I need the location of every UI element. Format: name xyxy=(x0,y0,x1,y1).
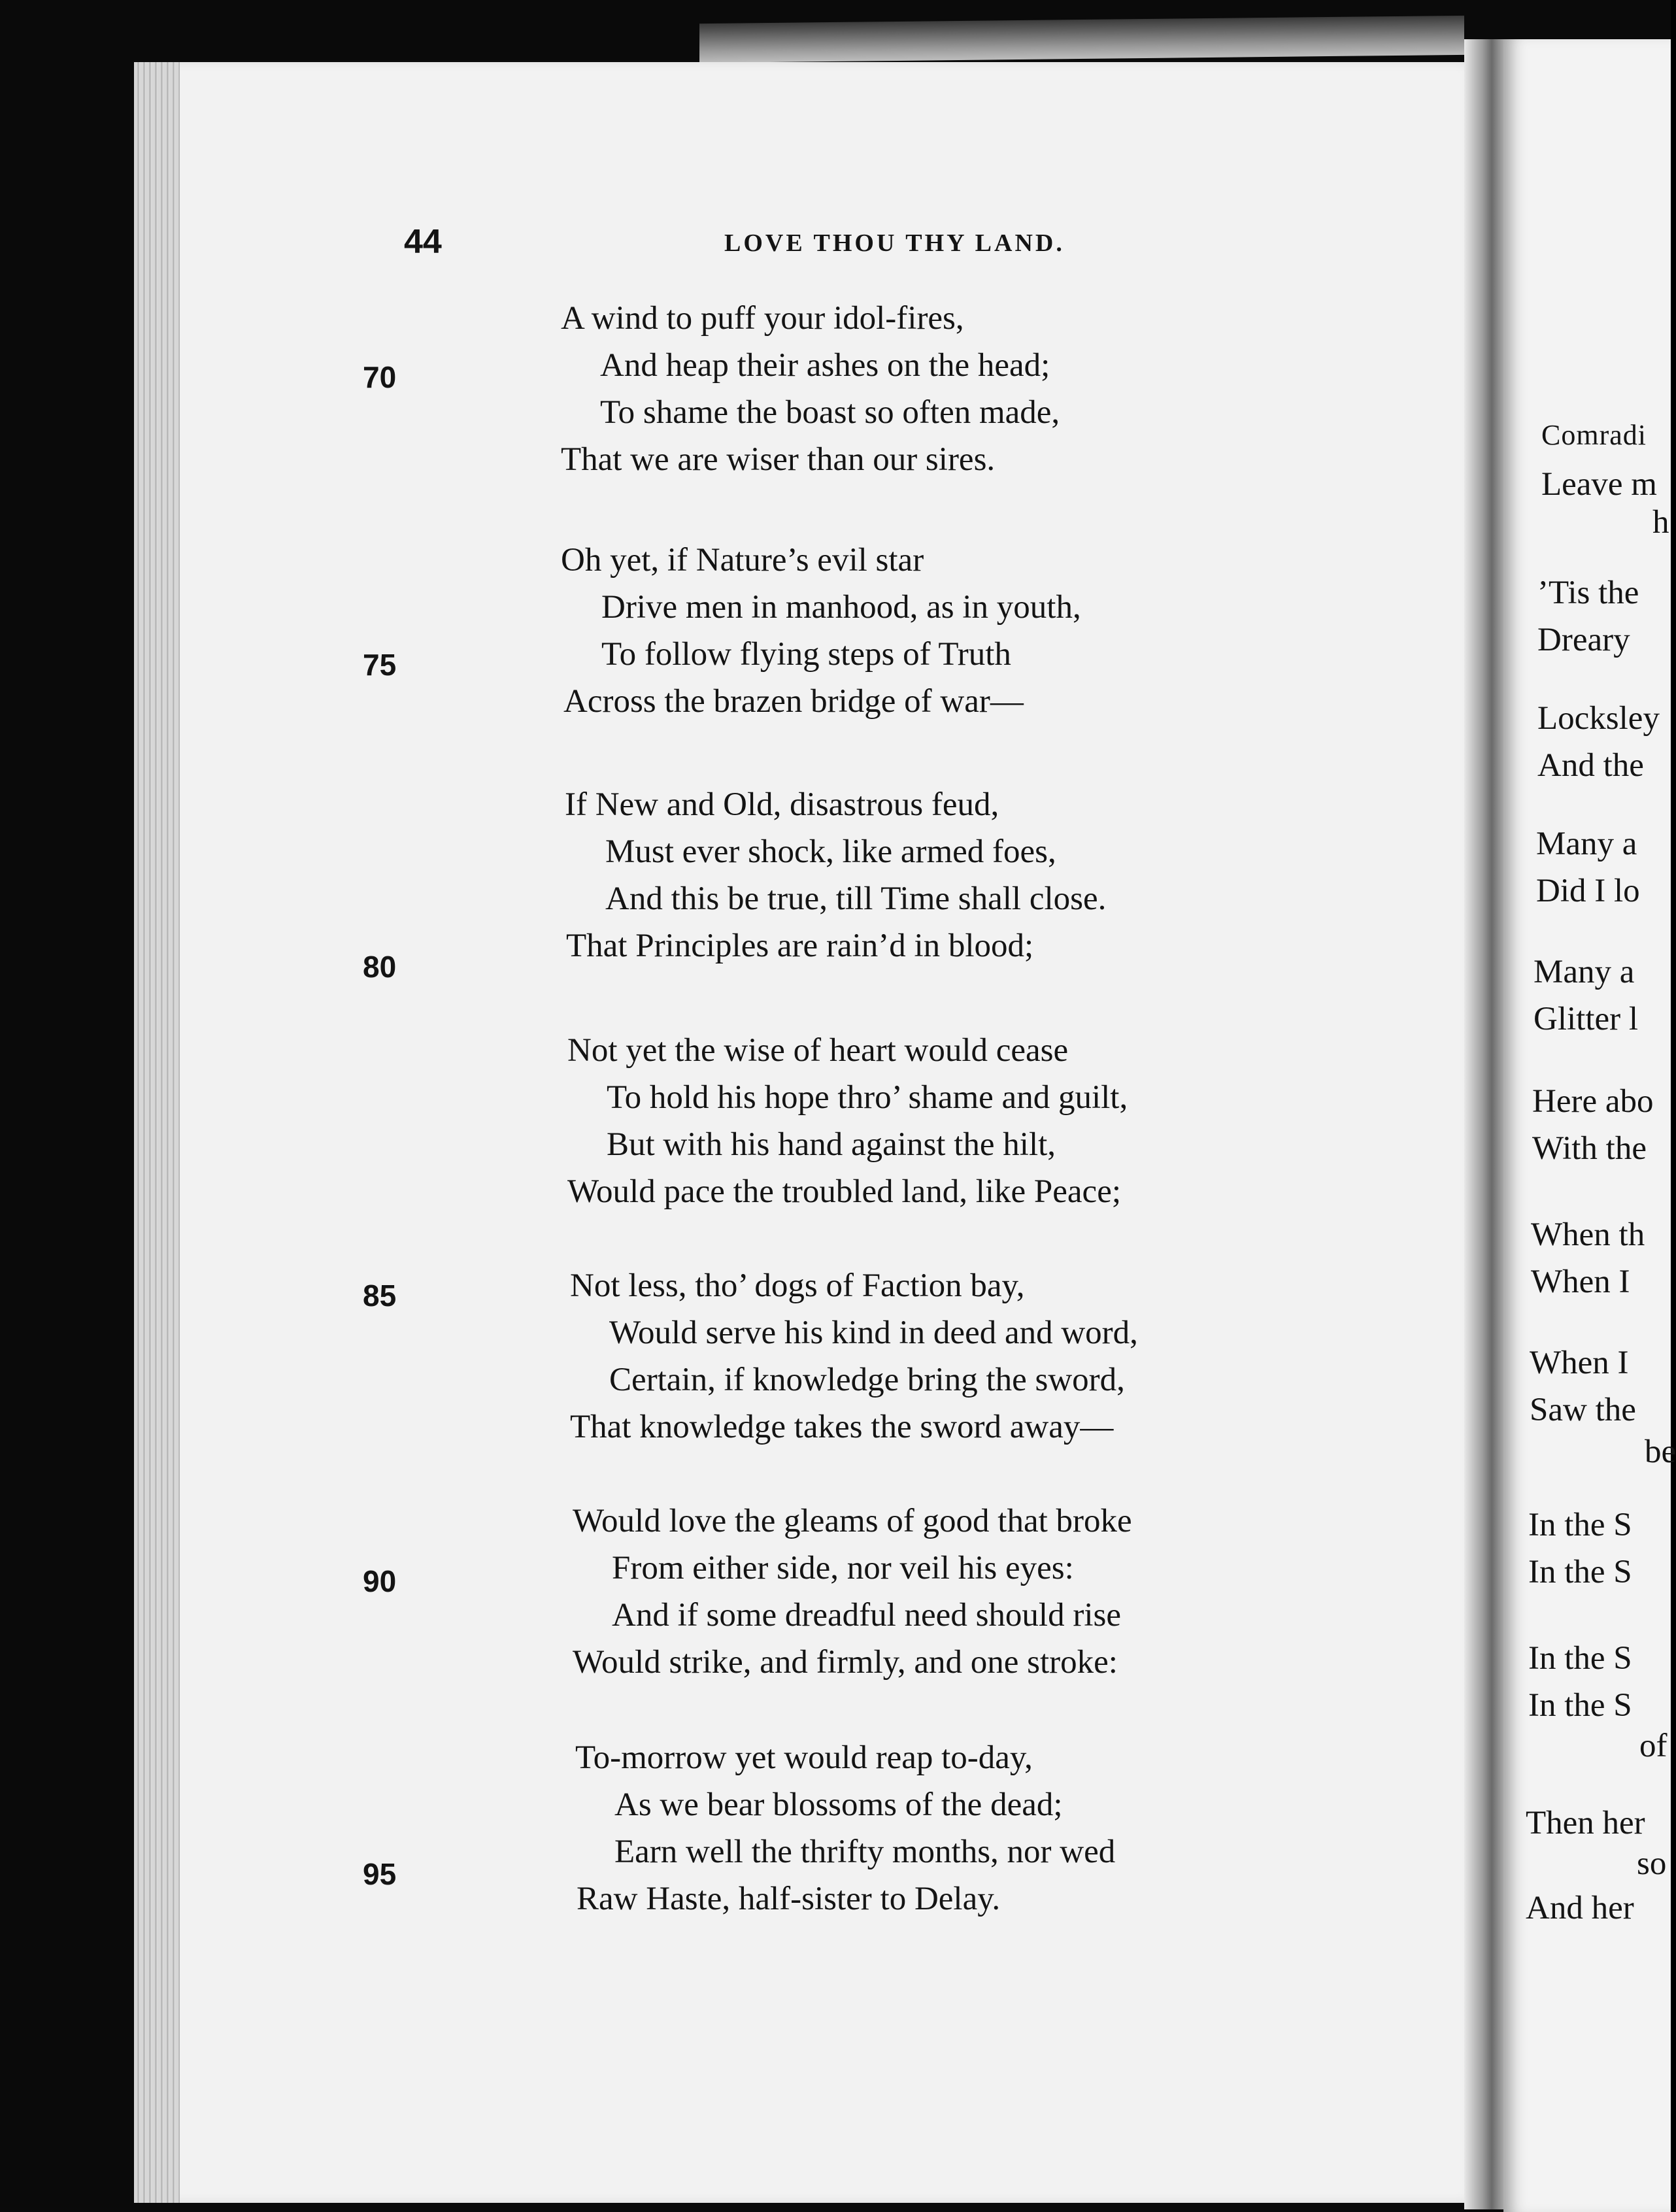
right-page-line: ’Tis the xyxy=(1537,575,1639,611)
right-page-line: Leave m xyxy=(1541,466,1657,503)
verse-line: Would love the gleams of good that broke xyxy=(573,1503,1132,1539)
right-page-line: Saw the xyxy=(1530,1392,1636,1428)
right-page-line: When th xyxy=(1531,1216,1645,1253)
right-page-line: Locksley xyxy=(1537,700,1660,737)
right-page-line: In the S xyxy=(1528,1687,1632,1724)
right-page-line: Many a xyxy=(1536,826,1637,862)
right-page-line: so xyxy=(1637,1845,1667,1882)
verse-line: Would serve his kind in deed and word, xyxy=(609,1315,1138,1351)
verse-line: From either side, nor veil his eyes: xyxy=(612,1550,1074,1586)
verse-line: Not yet the wise of heart would cease xyxy=(567,1032,1069,1069)
verse-line: Would pace the troubled land, like Peace; xyxy=(567,1173,1122,1210)
right-page-line: Many a xyxy=(1534,954,1635,990)
verse-line: A wind to puff your idol-fires, xyxy=(561,300,964,337)
verse-line: That we are wiser than our sires. xyxy=(561,441,996,478)
right-page-line: In the S xyxy=(1528,1507,1632,1543)
left-page-edges xyxy=(134,62,180,2203)
page-top-strip xyxy=(699,16,1464,63)
right-page-line: Comradi xyxy=(1541,419,1647,451)
line-number: 70 xyxy=(363,360,397,394)
right-page-line: Did I lo xyxy=(1536,873,1640,909)
verse-line: Oh yet, if Nature’s evil star xyxy=(561,542,924,578)
verse-line: Drive men in manhood, as in youth, xyxy=(601,589,1081,626)
line-number: 95 xyxy=(363,1857,397,1891)
verse-line: As we bear blossoms of the dead; xyxy=(614,1786,1063,1823)
verse-line: If New and Old, disastrous feud, xyxy=(565,786,999,823)
verse-line: And heap their ashes on the head; xyxy=(600,347,1050,384)
right-page-line: Dreary xyxy=(1537,622,1630,658)
right-page-line: of xyxy=(1639,1728,1668,1764)
right-page-line: With the xyxy=(1532,1130,1647,1167)
line-number: 75 xyxy=(363,648,397,682)
verse-line: Not less, tho’ dogs of Faction bay, xyxy=(570,1267,1025,1304)
right-page-line: In the S xyxy=(1528,1640,1632,1677)
right-page-line: When I xyxy=(1531,1264,1630,1300)
verse-line: That Principles are rain’d in blood; xyxy=(566,928,1034,964)
verse-line: To follow flying steps of Truth xyxy=(601,636,1011,673)
page-number: 44 xyxy=(404,223,442,261)
verse-line: To shame the boast so often made, xyxy=(600,394,1060,431)
verse-line: Earn well the thrifty months, nor wed xyxy=(614,1834,1116,1870)
right-page xyxy=(1503,39,1671,2212)
right-page-line: be xyxy=(1645,1433,1676,1470)
verse-line: Across the brazen bridge of war— xyxy=(563,683,1024,720)
right-page-line: h xyxy=(1652,504,1669,541)
verse-line: To hold his hope thro’ shame and guilt, xyxy=(607,1079,1128,1116)
line-number: 80 xyxy=(363,950,397,984)
verse-line: Raw Haste, half-sister to Delay. xyxy=(577,1881,1001,1917)
verse-line: But with his hand against the hilt, xyxy=(607,1126,1056,1163)
right-page-line: When I xyxy=(1530,1345,1629,1381)
verse-line: And if some dreadful need should rise xyxy=(612,1597,1121,1634)
verse-line: Must ever shock, like armed foes, xyxy=(605,833,1056,870)
right-page-line: Here abo xyxy=(1532,1083,1654,1120)
right-page-line: In the S xyxy=(1528,1554,1632,1590)
verse-line: Certain, if knowledge bring the sword, xyxy=(609,1362,1125,1398)
verse-line: And this be true, till Time shall close. xyxy=(605,880,1107,917)
verse-line: To-morrow yet would reap to-day, xyxy=(575,1739,1033,1776)
right-page-line: And the xyxy=(1537,747,1644,784)
right-page-line: And her xyxy=(1526,1890,1634,1926)
verse-line: That knowledge takes the sword away— xyxy=(570,1409,1114,1445)
verse-line: Would strike, and firmly, and one stroke: xyxy=(573,1644,1118,1681)
right-page-line: Glitter l xyxy=(1534,1001,1639,1037)
line-number: 90 xyxy=(363,1564,397,1598)
line-number: 85 xyxy=(363,1279,397,1313)
running-title: LOVE THOU THY LAND. xyxy=(724,229,1065,257)
right-page-line: Then her xyxy=(1526,1805,1645,1841)
